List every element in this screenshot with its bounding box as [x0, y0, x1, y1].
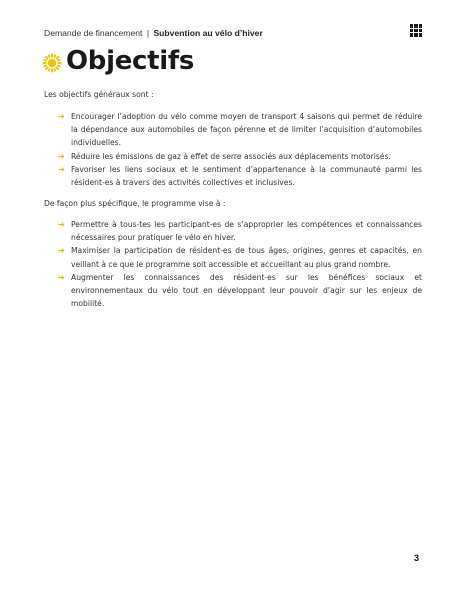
- general-objectives-list: [58, 110, 422, 189]
- page-number: 3: [414, 553, 420, 563]
- specific-objectives-list: [58, 218, 422, 310]
- page-header: [44, 28, 263, 38]
- list-item: ➔ Encourager l’adoption du vélo comme moyen de transport 4 saisons qui permet de réduire la dépendance aux automobiles de façon pérenne et de limiter l’acquisition d’automobiles individuelles.: [58, 112, 422, 148]
- arrow-right-icon: ➔: [58, 151, 65, 161]
- general-objectives-intro: Les objectifs généraux sont :: [44, 90, 154, 99]
- list-item: ➔ Augmenter les connaissances des résident-es sur les bénéfices sociaux et environnementaux du vélo tout en développant leur pouvoir d’agir sur les enjeux de mobilité.: [58, 272, 422, 309]
- header-document-type: Demande de financement: [44, 28, 143, 38]
- list-item: ➔ Favoriser les liens sociaux et le sentiment d’appartenance à la communauté parmi les résident-es à travers des activités collectives et inclusives.: [58, 164, 422, 188]
- sun-icon: [42, 53, 62, 73]
- specific-objectives-intro: De façon plus spécifique, le programme vise à :: [44, 199, 226, 208]
- list-item: ➔ Permettre à tous-tes les participant-es de s’approprier les compétences et connaissances nécessaires pour pratiquer le vélo en hiver.: [58, 220, 422, 243]
- arrow-right-icon: ➔: [58, 246, 65, 256]
- arrow-right-icon: ➔: [58, 164, 65, 174]
- section-title: [42, 44, 194, 78]
- arrow-right-icon: ➔: [58, 272, 65, 282]
- list-item: ➔ Réduire les émissions de gaz à effet de serre associés aux déplacements motorisés.: [58, 150, 422, 163]
- organization-logo-icon: [410, 24, 422, 37]
- page-title: Objectifs: [66, 46, 195, 76]
- header-document-title: Subvention au vélo d’hiver: [153, 28, 263, 38]
- list-item: ➔ Maximiser la participation de résident-es de tous âges, origines, genres et capacités, en veillant à ce que le programme soit accessible et accueillant au plus grand nombre.: [58, 246, 422, 269]
- arrow-right-icon: ➔: [58, 112, 65, 121]
- header-separator: |: [146, 28, 150, 38]
- arrow-right-icon: ➔: [58, 220, 65, 229]
